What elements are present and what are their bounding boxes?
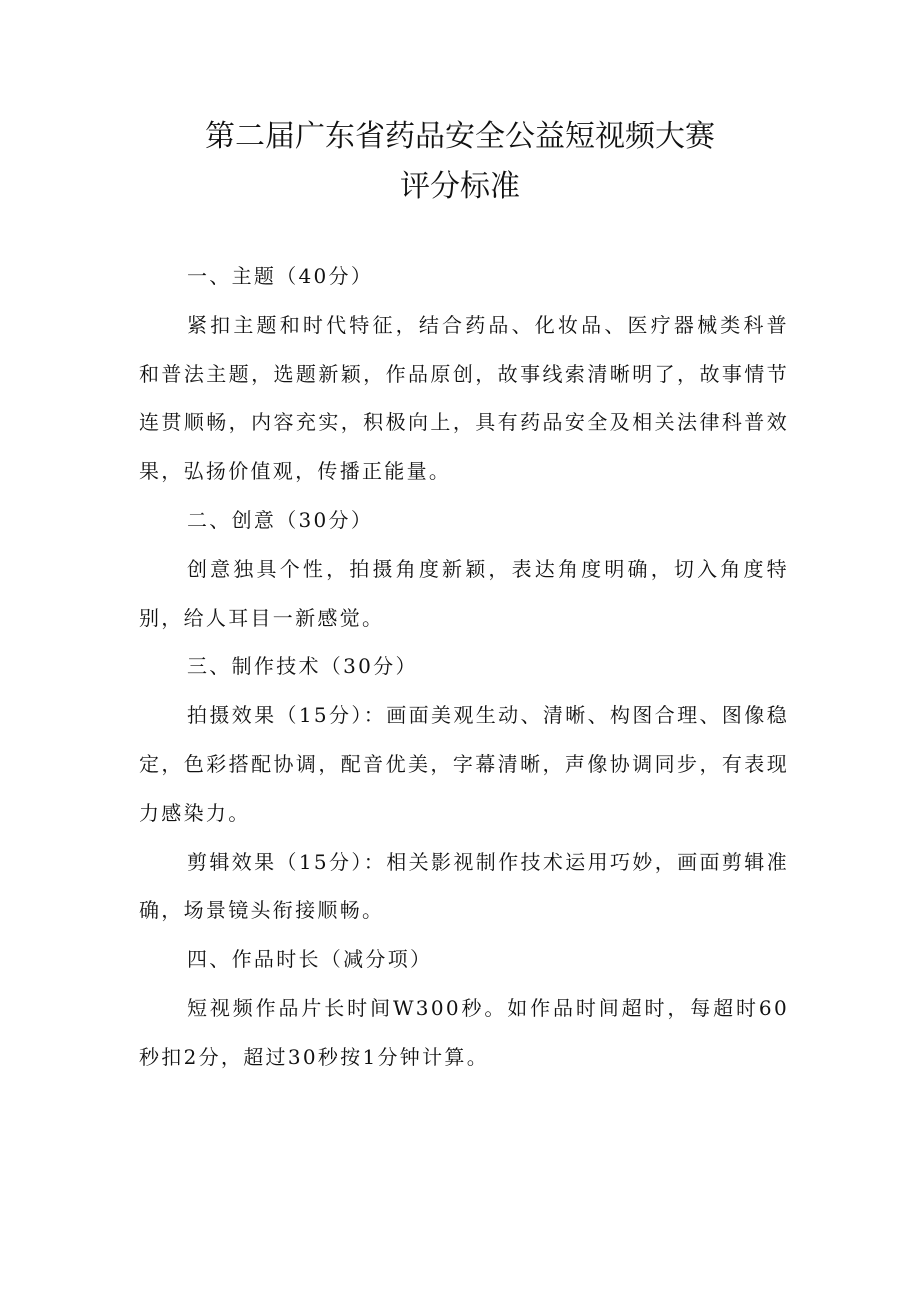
paragraph-creativity: 创意独具个性，拍摄角度新颖，表达角度明确，切入角度特别，给人耳目一新感觉。 <box>139 556 789 630</box>
document-body <box>139 252 789 1082</box>
section-heading-duration: 四、作品时长（减分项） <box>187 947 433 972</box>
section-heading-theme: 一、主题（40分） <box>187 264 374 288</box>
document-subtitle: 评分标准 <box>400 169 520 204</box>
document-title: 第二届广东省药品安全公益短视频大赛 <box>205 119 715 154</box>
paragraph-duration: 短视频作品片长时间W300秒。如作品时间超时，每超时60秒扣2分，超过30秒按1分钟计算。 <box>139 995 789 1069</box>
paragraph-editing: 剪辑效果（15分）：相关影视制作技术运用巧妙，画面剪辑准确，场景镜头衔接顺畅。 <box>139 849 789 923</box>
paragraph-shooting: 拍摄效果（15分）：画面美观生动、清晰、构图合理、图像稳定，色彩搭配协调，配音优美，字幕清晰，声像协调同步，有表现力感染力。 <box>139 703 789 825</box>
paragraph-theme: 紧扣主题和时代特征，结合药品、化妆品、医疗器械类科普和普法主题，选题新颖，作品原创，故事线索清晰明了，故事情节连贯顺畅，内容充实，积极向上，具有药品安全及相关法律科普效果，弘扬价值观，传播正能量。 <box>139 312 789 484</box>
section-heading-production: 三、制作技术（30分） <box>187 654 418 679</box>
section-heading-creativity: 二、创意（30分） <box>187 507 374 532</box>
